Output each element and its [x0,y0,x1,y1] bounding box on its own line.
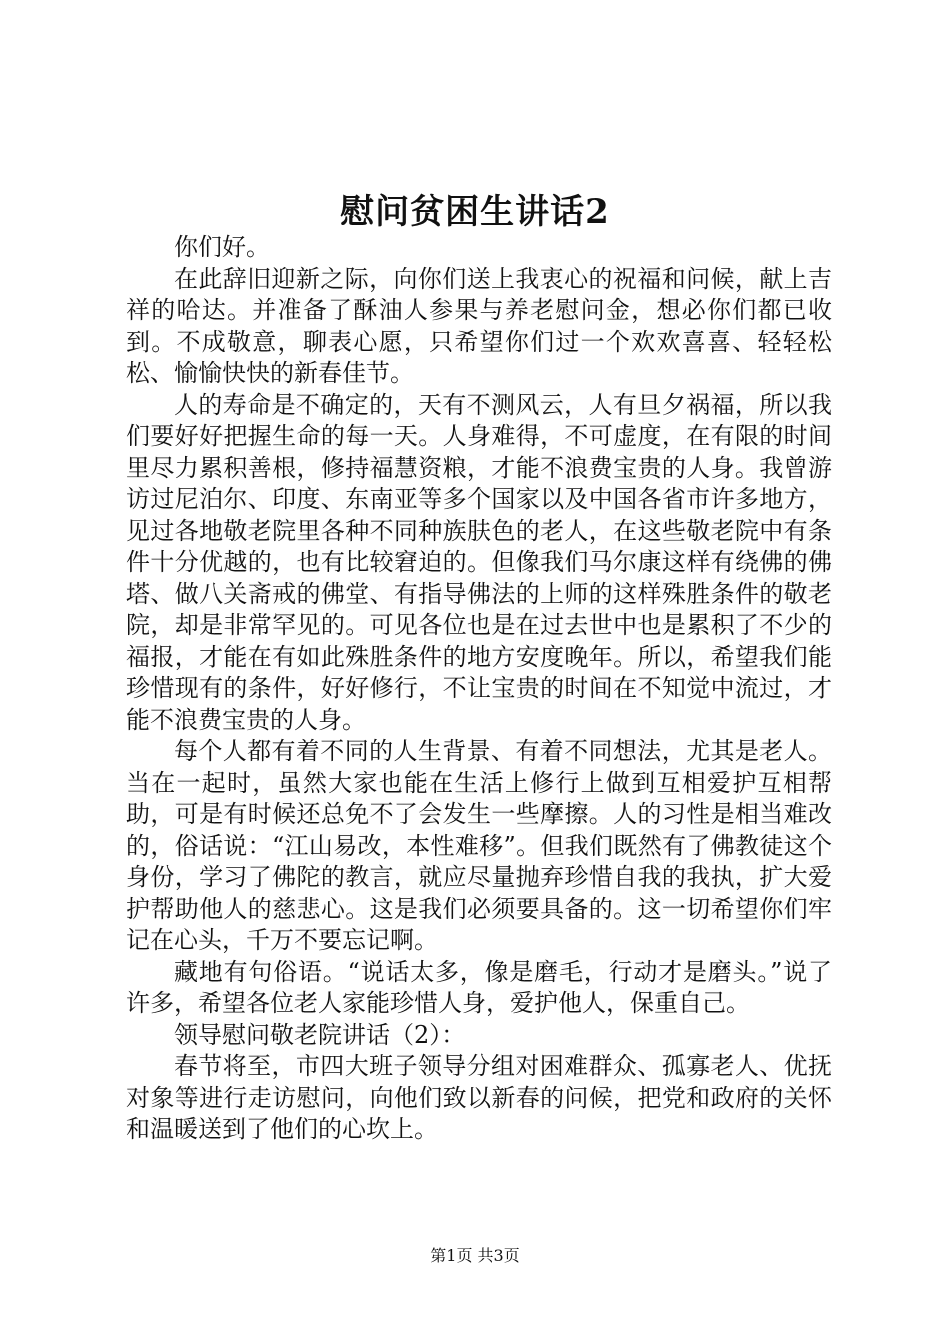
paragraph: 每个人都有着不同的人生背景、有着不同想法，尤其是老人。当在一起时，虽然大家也能在生活上修行上做到互相爱护互相帮助，可是有时候还总免不了会发生一些摩擦。人的习性是相当难改的，俗话说：“江山易改，本性难移”。但我们既然有了佛教徒这个身份，学习了佛陀的教言，就应尽量抛弃珍惜自我的我执，扩大爱护帮助他人的慈悲心。这是我们必须要具备的。这一切希望你们牢记在心头，千万不要忘记啊。 [126,737,832,954]
document-body [126,232,832,1146]
paragraph: 藏地有句俗语。“说话太多，像是磨毛，行动才是磨头。”说了许多，希望各位老人家能珍惜人身，爱护他人，保重自己。 [126,957,832,1017]
document-title: 慰问贫困生讲话2 [340,192,610,232]
paragraph: 在此辞旧迎新之际，向你们送上我衷心的祝福和问候，献上吉祥的哈达。并准备了酥油人参果与养老慰问金，想必你们都已收到。不成敬意，聊表心愿，只希望你们过一个欢欢喜喜、轻轻松松、愉愉快快的新春佳节。 [126,264,832,387]
section-heading: 领导慰问敬老院讲话（2）： [174,1020,466,1049]
paragraph: 人的寿命是不确定的，天有不测风云，人有旦夕祸福，所以我们要好好把握生命的每一天。人身难得，不可虚度，在有限的时间里尽力累积善根，修持福慧资粮，才能不浪费宝贵的人身。我曾游访过尼泊尔、印度、东南亚等多个国家以及中国各省市许多地方，见过各地敬老院里各种不同种族肤色的老人，在这些敬老院中有条件十分优越的，也有比较窘迫的。但像我们马尔康这样有绕佛的佛塔、做八关斋戒的佛堂、有指导佛法的上师的这样殊胜条件的敬老院，却是非常罕见的。可见各位也是在过去世中也是累积了不少的福报，才能在有如此殊胜条件的地方安度晚年。所以，希望我们能珍惜现有的条件，好好修行，不让宝贵的时间在不知觉中流过，才能不浪费宝贵的人身。 [126,390,832,734]
page-footer: 第1页 共3页 [430,1246,520,1265]
paragraph: 春节将至，市四大班子领导分组对困难群众、孤寡老人、优抚对象等进行走访慰问，向他们致以新春的问候，把党和政府的关怀和温暖送到了他们的心坎上。 [126,1052,832,1143]
paragraph-greeting: 你们好。 [174,233,270,261]
